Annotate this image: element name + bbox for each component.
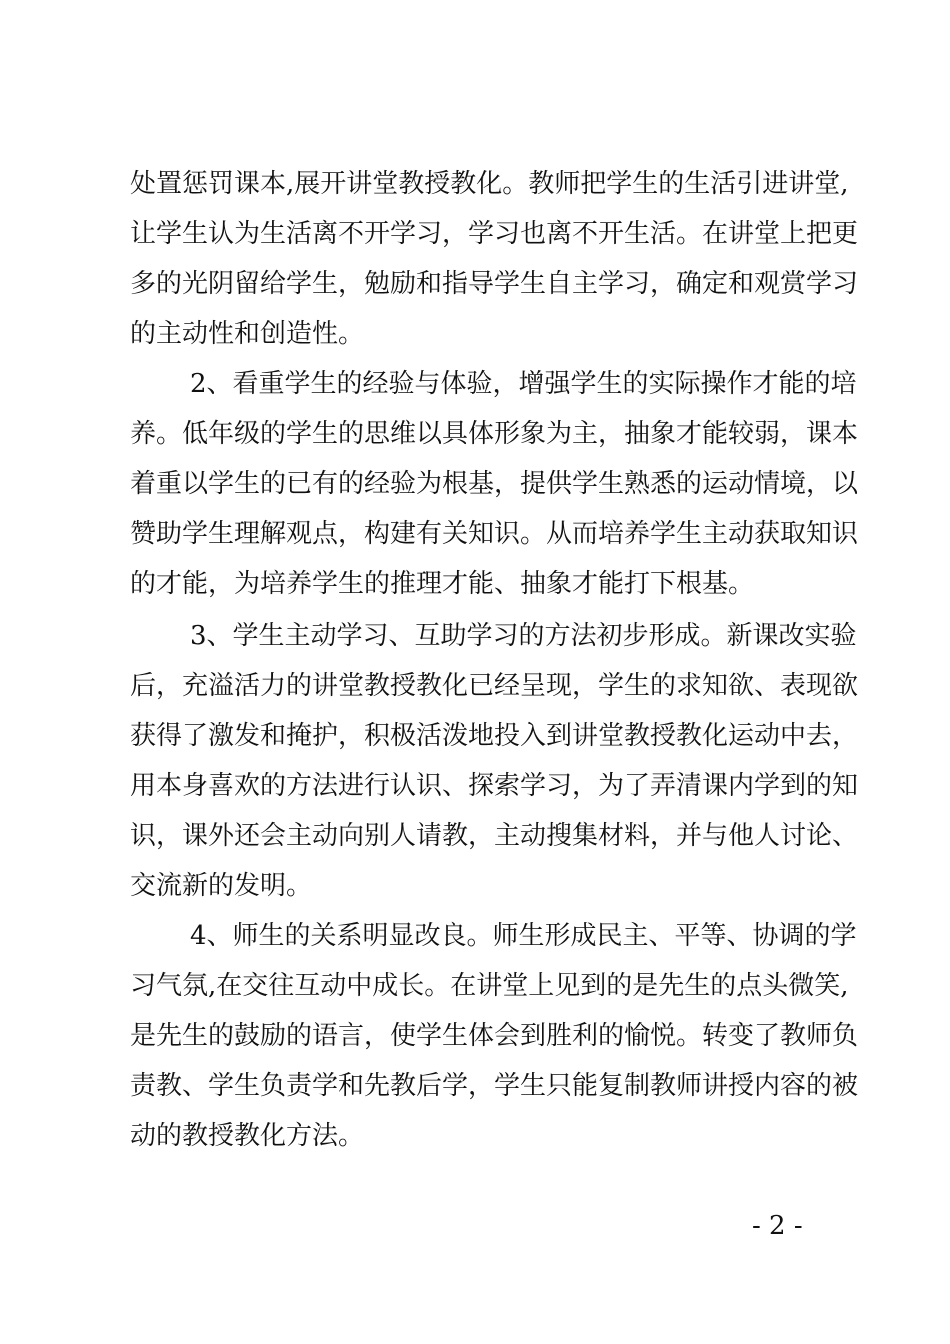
paragraph-2-line-2: 养。低年级的学生的思维以具体形象为主，抽象才能较弱，课本 — [130, 419, 859, 449]
paragraph-2-line-5: 的才能，为培养学生的推理才能、抽象才能打下根基。 — [130, 569, 755, 599]
paragraph-1-line-1: 处置惩罚课本,展开讲堂教授教化。教师把学生的生活引进讲堂, — [130, 169, 849, 199]
paragraph-4-line-3: 是先生的鼓励的语言，使学生体会到胜利的愉悦。转变了教师负 — [130, 1021, 859, 1051]
paragraph-3-line-2: 后，充溢活力的讲堂教授教化已经呈现，学生的求知欲、表现欲 — [130, 671, 859, 701]
paragraph-2-line-1: 2、看重学生的经验与体验，增强学生的实际操作才能的培 — [190, 369, 857, 399]
paragraph-3-line-4: 用本身喜欢的方法进行认识、探索学习，为了弄清课内学到的知 — [130, 771, 859, 801]
page-number: - 2 - — [752, 1211, 803, 1241]
paragraph-3-line-5: 识，课外还会主动向别人请教，主动搜集材料，并与他人讨论、 — [130, 821, 859, 851]
paragraph-1-line-4: 的主动性和创造性。 — [130, 319, 365, 349]
paragraph-4-line-1: 4、师生的关系明显改良。师生形成民主、平等、协调的学 — [190, 921, 857, 951]
paragraph-4-line-4: 责教、学生负责学和先教后学，学生只能复制教师讲授内容的被 — [130, 1071, 859, 1101]
paragraph-3-line-3: 获得了激发和掩护，积极活泼地投入到讲堂教授教化运动中去， — [130, 721, 859, 751]
paragraph-2-line-3: 着重以学生的已有的经验为根基，提供学生熟悉的运动情境，以 — [130, 469, 859, 499]
paragraph-1-line-2: 让学生认为生活离不开学习，学习也离不开生活。在讲堂上把更 — [130, 219, 859, 249]
paragraph-3-line-6: 交流新的发明。 — [130, 871, 313, 901]
paragraph-3-line-1: 3、学生主动学习、互助学习的方法初步形成。新课改实验 — [190, 621, 857, 651]
paragraph-4-line-2: 习气氛,在交往互动中成长。在讲堂上见到的是先生的点头微笑, — [130, 971, 849, 1001]
paragraph-4-line-5: 动的教授教化方法。 — [130, 1121, 365, 1151]
paragraph-1-line-3: 多的光阴留给学生，勉励和指导学生自主学习，确定和观赏学习 — [130, 269, 859, 299]
paragraph-2-line-4: 赞助学生理解观点，构建有关知识。从而培养学生主动获取知识 — [130, 519, 859, 549]
